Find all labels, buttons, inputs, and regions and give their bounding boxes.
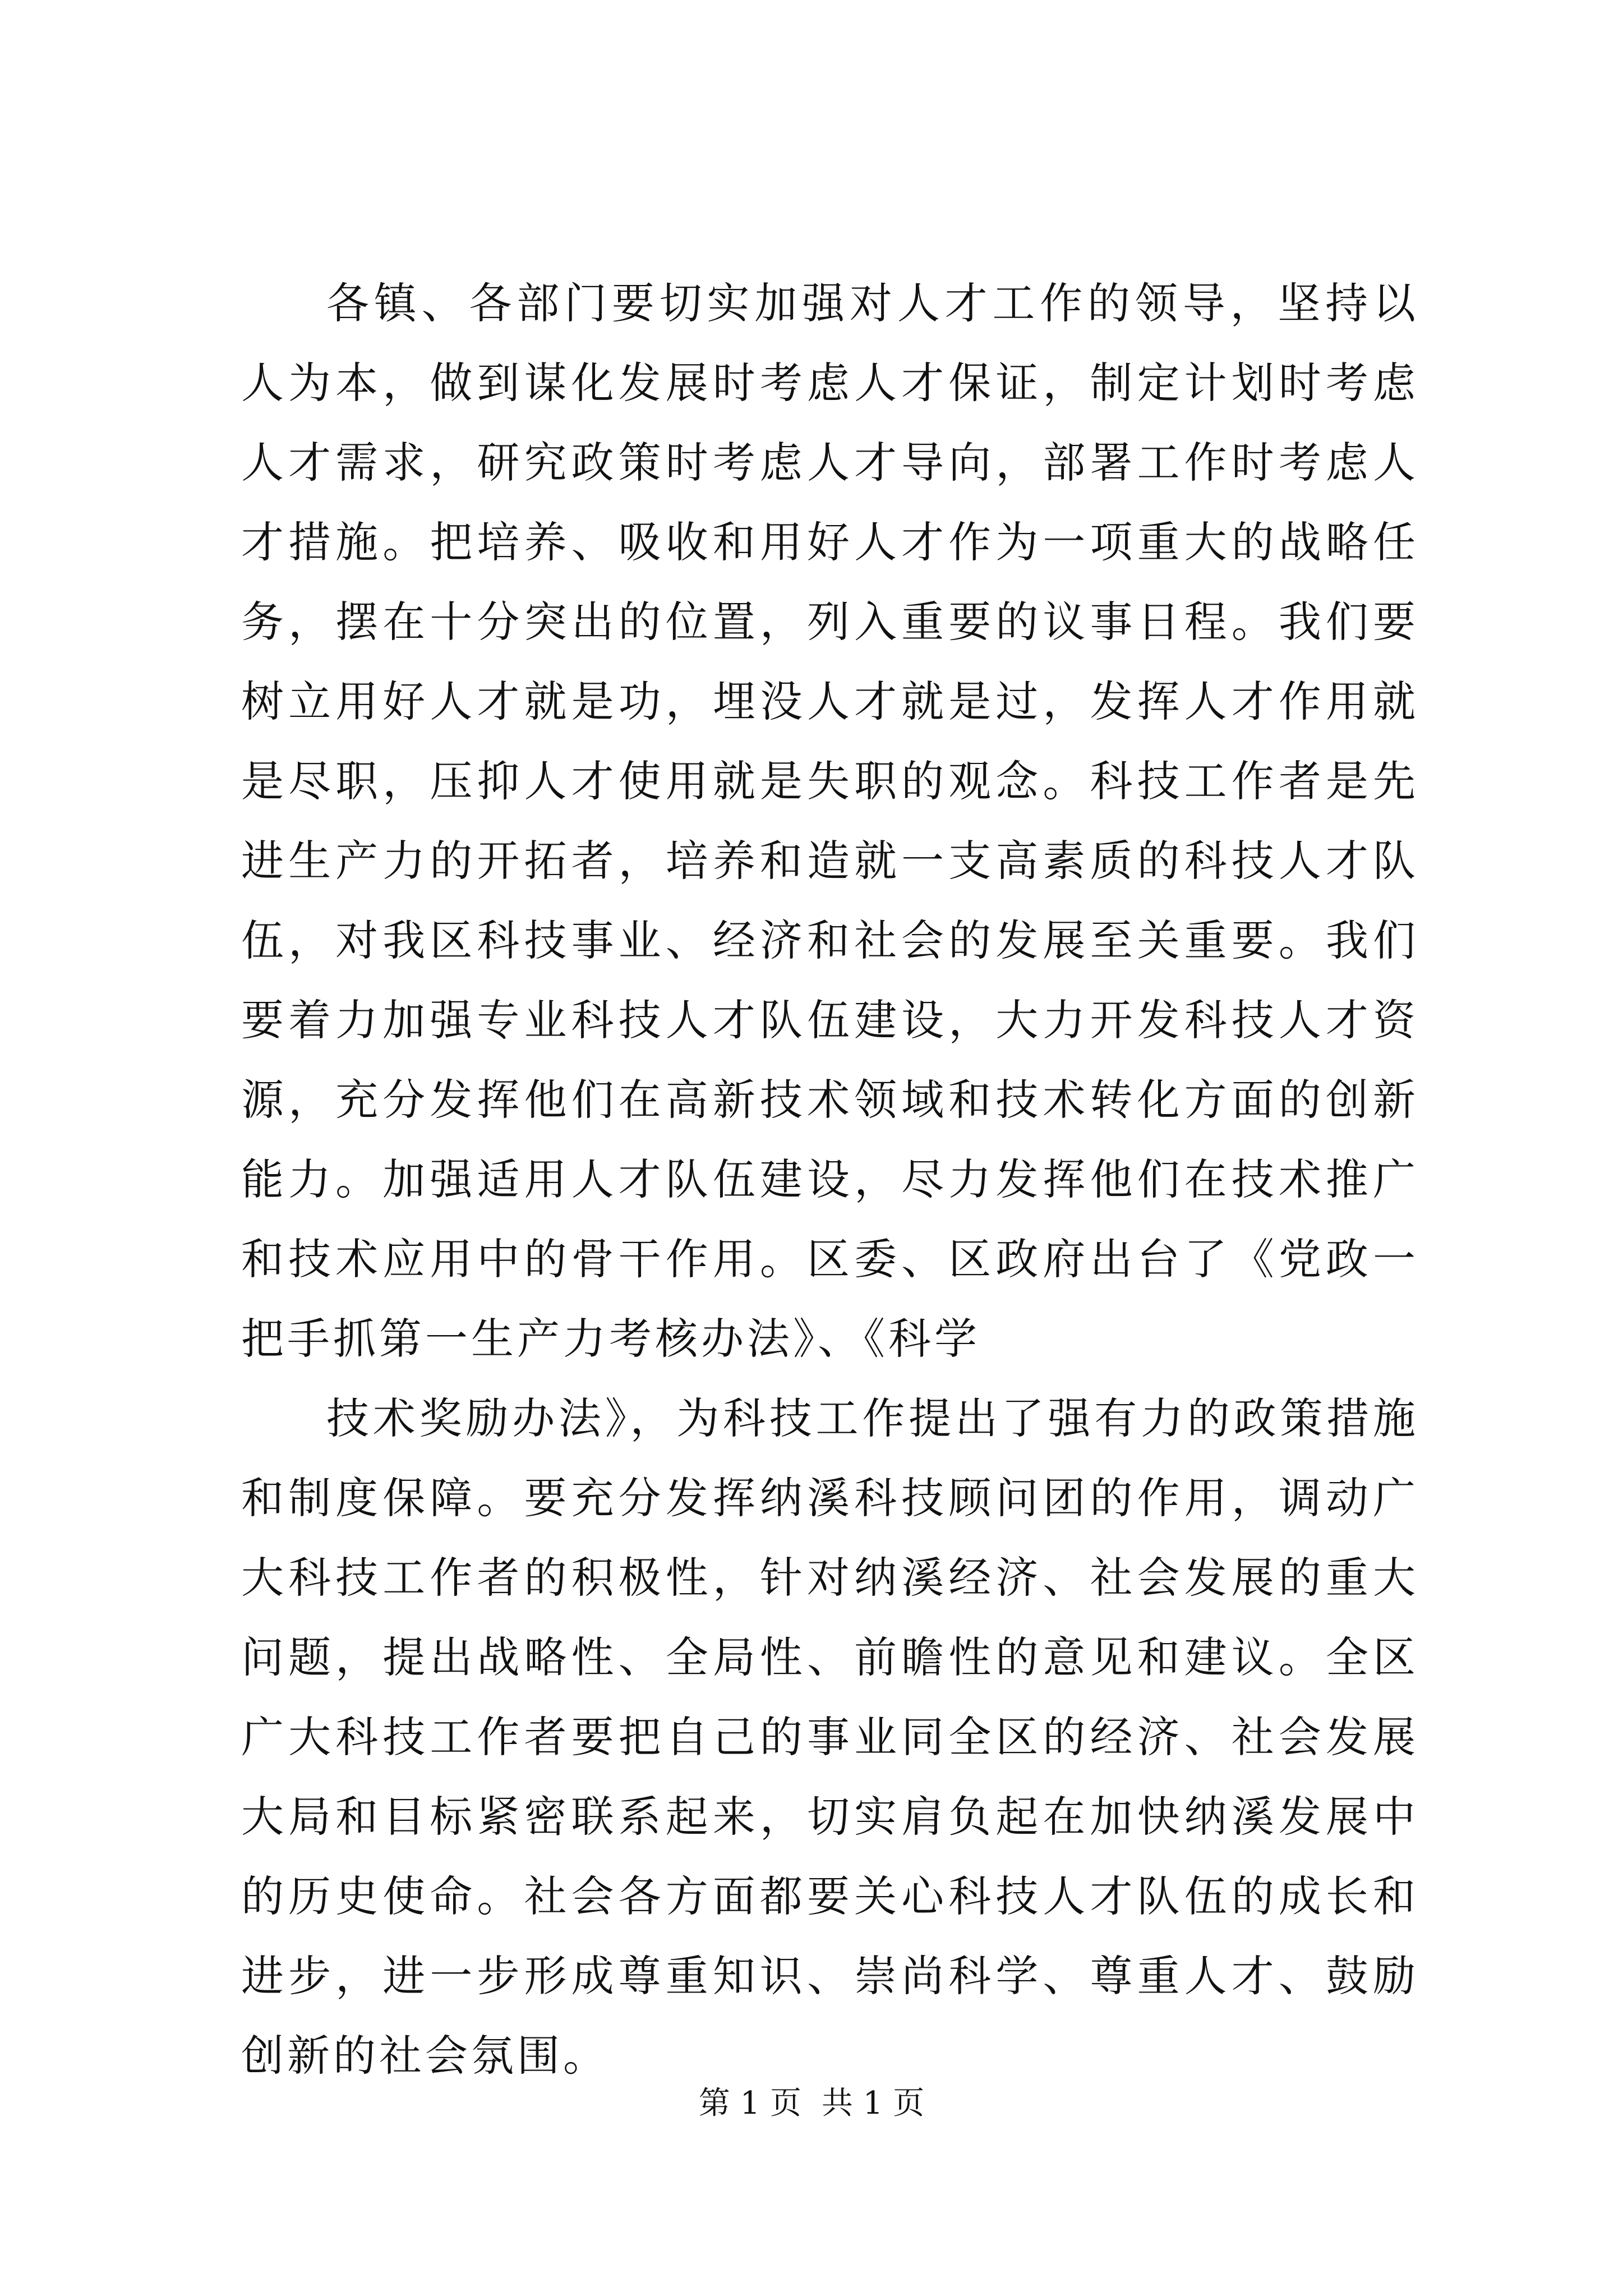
paragraph: 技术奖励办法》，为科技工作提出了强有力的政策措施和制度保障。要充分发挥纳溪科技顾问团的作用，调动广大科技工作者的积极性，针对纳溪经济、社会发展的重大问题，提出战略性、全局性、前瞻性的意见和建议。全区广大科技工作者要把自己的事业同全区的经济、社会发展大局和目标紧密联系起来，切实肩负起在加快纳溪发展中的历史使命。社会各方面都要关心科技人才队伍的成长和进步，进一步形成尊重知识、崇尚科学、尊重人才、鼓励创新的社会氛围。 (241, 1393, 1419, 2081)
document-body (241, 264, 1419, 2096)
page-footer (0, 2081, 1623, 2126)
paragraph: 各镇、各部门要切实加强对人才工作的领导，坚持以人为本，做到谋化发展时考虑人才保证，制定计划时考虑人才需求，研究政策时考虑人才导向，部署工作时考虑人才措施。把培养、吸收和用好人才作为一项重大的战略任务，摆在十分突出的位置，列入重要的议事日程。我们要树立用好人才就是功，埋没人才就是过，发挥人才作用就是尽职，压抑人才使用就是失职的观念。科技工作者是先进生产力的开拓者，培养和造就一支高素质的科技人才队伍，对我区科技事业、经济和社会的发展至关重要。我们要着力加强专业科技人才队伍建设，大力开发科技人才资源，充分发挥他们在高新技术领域和技术转化方面的创新能力。加强适用人才队伍建设，尽力发挥他们在技术推广和技术应用中的骨干作用。区委、区政府出台了《党政一把手抓第一生产力考核办法》、《科学 (241, 278, 1419, 1364)
page-number-total: 共 1 页 (822, 2085, 925, 2122)
page-number-current: 第 1 页 (698, 2085, 801, 2122)
